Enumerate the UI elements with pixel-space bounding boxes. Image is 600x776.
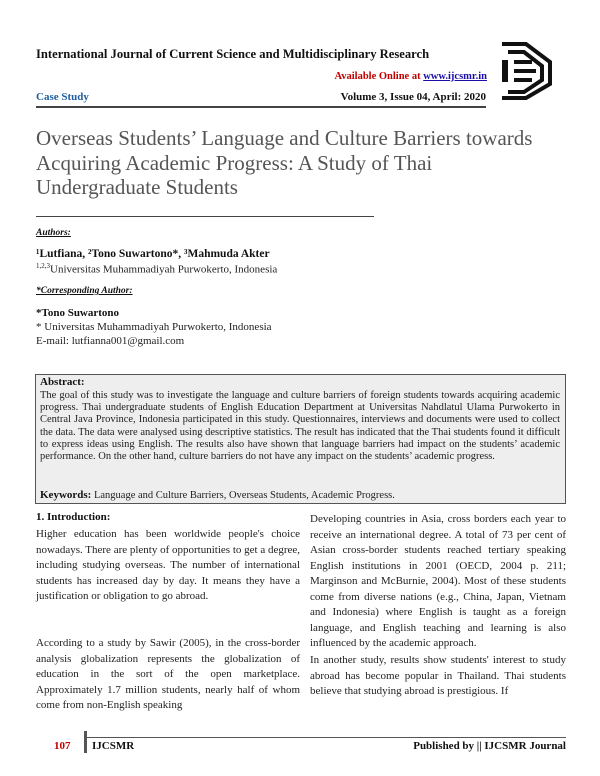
abstract-text: The goal of this study was to investigate the language and culture barriers of foreign students towards acquiring academic progress. Thai undergraduate students of English Education Department at Universitas Nahdlatul Ulama Purwokerto in Central Java Province, Indonesia participated in this study. Questionnaires, interviews and documents were used to collect the data. The data were analysed using descriptive statistics. The result has indicated that the Thai students found it difficult to express ideas using English. The results also have shown that language barriers had impact on the students’ academic performance. On the other hand, culture barriers do not have any impact on the students’ academic progress.: [40, 390, 560, 463]
keywords-text: Language and Culture Barriers, Overseas Students, Academic Progress.: [91, 490, 395, 501]
body-paragraph: In another study, results show students' interest to study abroad has become popular in Thailand. Thai students believe that studying abroad is prestigious. If: [310, 654, 566, 697]
body-paragraph: Higher education has been worldwide people's choice nowadays. There are plenty of opportunities to get a degree, including studying overseas. The number of international students has increased day by day. It means they have a justification or obligation to go abroad.: [36, 528, 301, 602]
title-divider: [36, 216, 374, 217]
authors-label: Authors:: [36, 228, 71, 238]
body-paragraph: According to a study by Sawir (2005), in the cross-border analysis globalization represents the globalization of education in the sort of the open marketplace. Approximately 1.7 million students, nearly half of whom come from non-English speaking: [36, 637, 300, 711]
header-divider: [36, 106, 486, 108]
journal-title: International Journal of Current Science and Multidisciplinary Research: [36, 47, 430, 61]
section-heading-introduction: 1. Introduction:: [36, 511, 111, 523]
footer-journal-abbr: IJCSMR: [92, 740, 135, 752]
corresponding-name: *Tono Suwartono: [36, 307, 120, 319]
abstract-label: Abstract:: [40, 376, 85, 388]
availability-prefix: Available Online at: [334, 71, 424, 82]
corresponding-label: *Corresponding Author:: [36, 286, 133, 296]
body-paragraph: Developing countries in Asia, cross borders each year to receive an international degree. A total of 73 per cent of Asian cross-border students reached tertiary speaking English institutions in 2001 (OECD, 2004 p. 211; Marginson and McBurnie, 2004). Most of these students come from diverse nations (e.g., China, Japan, Vietnam and Indonesia) where English is taught as a foreign language, and English teaching and learning is also influenced by the academic approach.: [310, 513, 566, 649]
affiliation-text: Universitas Muhammadiyah Purwokerto, Indonesia: [50, 263, 278, 276]
volume-issue: Volume 3, Issue 04, April: 2020: [340, 91, 486, 103]
affiliation-superscript: 1,2,3: [36, 262, 50, 270]
footer-separator: [84, 731, 87, 753]
corresponding-email[interactable]: E-mail: lutfianna001@gmail.com: [36, 335, 185, 347]
footer-publisher: Published by || IJCSMR Journal: [413, 740, 566, 752]
keywords-line: [40, 489, 560, 501]
affiliation: [36, 262, 277, 276]
article-title: Overseas Students’ Language and Culture Barriers towards Acquiring Academic Progress: A Study of Thai Undergraduate Students: [36, 126, 533, 199]
corresponding-affiliation: * Universitas Muhammadiyah Purwokerto, Indonesia: [36, 321, 272, 333]
article-type: Case Study: [36, 91, 89, 103]
availability-line: [312, 71, 487, 82]
keywords-label: Keywords:: [40, 489, 92, 501]
footer-divider: [84, 737, 566, 738]
journal-logo: [496, 40, 556, 102]
page-number: 107: [54, 740, 71, 752]
authors-list: ¹Lutfiana, ²Tono Suwartono*, ³Mahmuda Akter: [36, 248, 270, 260]
journal-website-link[interactable]: www.ijcsmr.in: [423, 71, 487, 82]
